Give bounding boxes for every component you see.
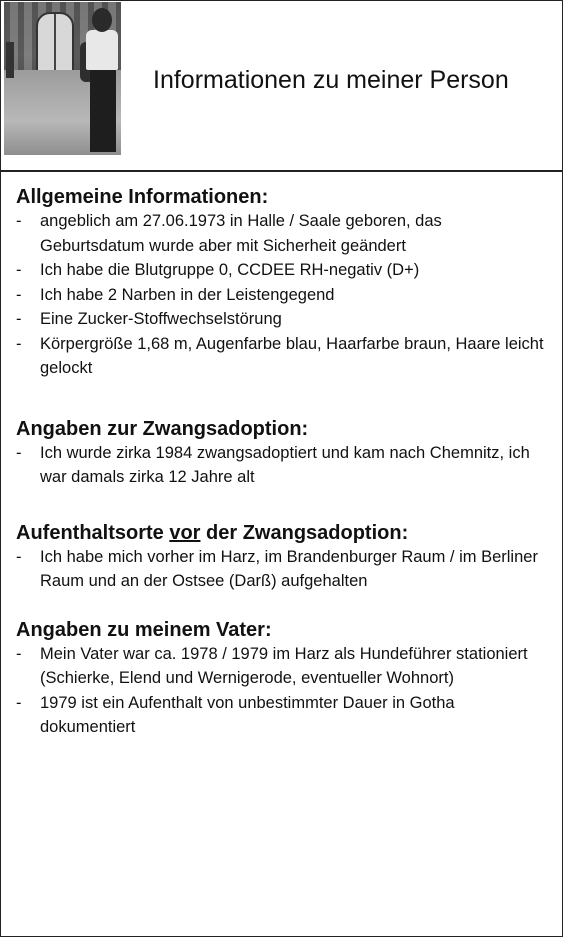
- list-item: - Ich habe 2 Narben in der Leistengegend: [16, 283, 546, 308]
- photo-door: [36, 12, 74, 72]
- heading-text-pre: Aufenthaltsorte: [16, 521, 170, 544]
- section-heading-adoption: Angaben zur Zwangsadoption:: [16, 417, 309, 440]
- heading-text-underlined: vor: [169, 521, 201, 544]
- page-title: Informationen zu meiner Person: [153, 66, 509, 94]
- father-info-list: [16, 642, 546, 740]
- photo-background-figure: [6, 42, 14, 78]
- list-item: - Ich habe die Blutgruppe 0, CCDEE RH-negativ (D+): [16, 258, 546, 283]
- header-divider: [0, 170, 563, 172]
- heading-text-post: der Zwangsadoption:: [200, 521, 409, 544]
- photo-person-shirt: [86, 30, 118, 70]
- photo-person-head: [92, 8, 112, 32]
- list-item: - Mein Vater war ca. 1978 / 1979 im Harz als Hundeführer stationiert (Schierke, Elend und Wernigerode, eventueller Wohnort): [16, 642, 546, 691]
- residences-info-list: [16, 545, 546, 594]
- portrait-photo: [4, 2, 121, 155]
- section-heading-residences: [16, 522, 546, 545]
- list-item: - 1979 ist ein Aufenthalt von unbestimmter Dauer in Gotha dokumentiert: [16, 691, 546, 740]
- list-item: - Eine Zucker-Stoffwechselstörung: [16, 307, 546, 332]
- section-heading-general: Allgemeine Informationen:: [16, 186, 269, 208]
- content-area: [16, 186, 546, 740]
- list-item: - angeblich am 27.06.1973 in Halle / Saale geboren, das Geburtsdatum wurde aber mit Sicherheit geändert: [16, 209, 546, 258]
- list-item: - Körpergröße 1,68 m, Augenfarbe blau, Haarfarbe braun, Haare leicht gelockt: [16, 332, 546, 381]
- list-item: - Ich habe mich vorher im Harz, im Brandenburger Raum / im Berliner Raum und an der Ostsee (Darß) aufgehalten: [16, 545, 546, 594]
- adoption-info-list: [16, 441, 546, 490]
- list-item: - Ich wurde zirka 1984 zwangsadoptiert und kam nach Chemnitz, ich war damals zirka 12 Jahre alt: [16, 441, 546, 490]
- photo-person-legs: [90, 68, 116, 152]
- section-heading-father: Angaben zu meinem Vater:: [16, 618, 272, 641]
- general-info-list: [16, 209, 546, 381]
